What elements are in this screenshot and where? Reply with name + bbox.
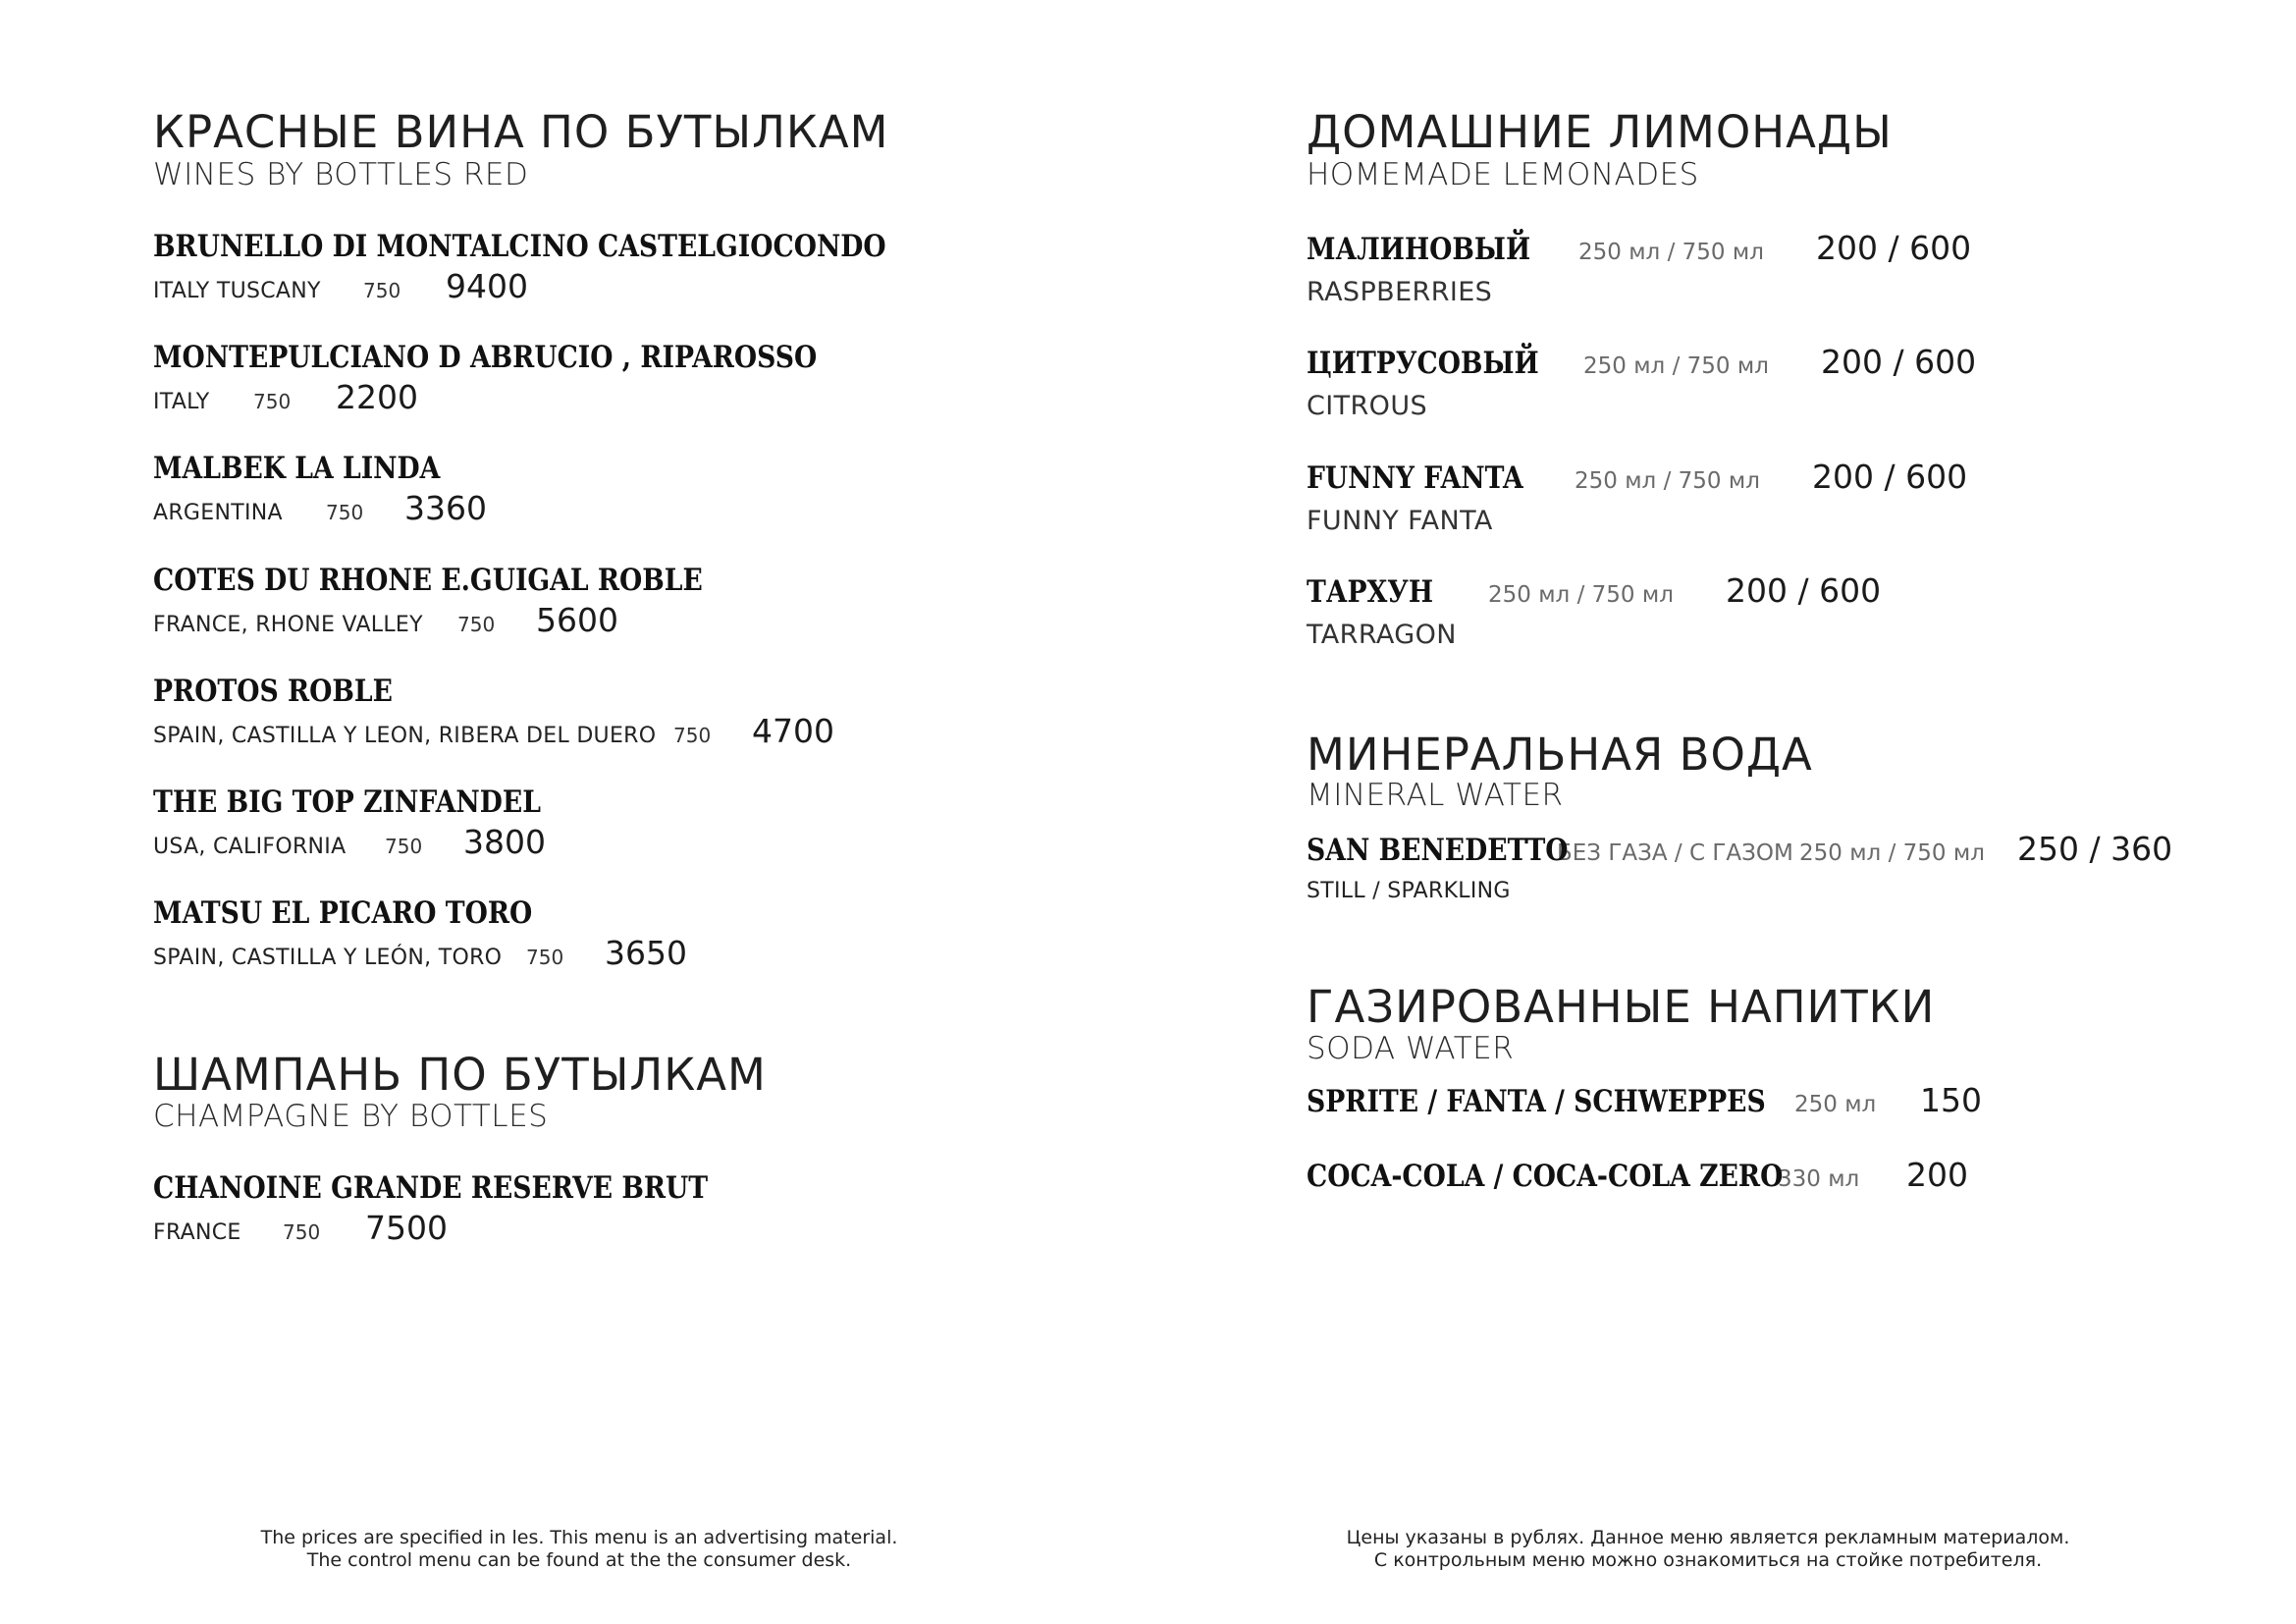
lemonade-name-en: TARRAGON: [1307, 620, 1457, 650]
lemonade-name: МАЛИНОВЫЙ: [1307, 232, 1531, 267]
wine-origin: ITALY: [153, 390, 210, 414]
lemonade-row: [1307, 343, 1976, 381]
soda-name: SPRITE / FANTA / SCHWEPPES: [1307, 1084, 1766, 1119]
footer-disclaimer-ru: [1335, 1527, 2081, 1572]
wine-volume: 750: [526, 946, 564, 969]
wine-price: 4700: [752, 712, 834, 750]
red-wines-title-en: WINES BY BOTTLES RED: [153, 157, 529, 192]
wine-details-row: [153, 601, 618, 639]
lemonade-name-en: FUNNY FANTA: [1307, 506, 1493, 536]
lemonades-title-en: HOMEMADE LEMONADES: [1307, 157, 1699, 192]
wine-volume: 750: [673, 724, 712, 747]
champagne-title-en: CHAMPAGNE BY BOTTLES: [153, 1099, 549, 1134]
soda-row: [1307, 1081, 1982, 1119]
lemonade-volume: 250 мл / 750 мл: [1578, 240, 1764, 265]
lemonade-name-en: CITROUS: [1307, 391, 1428, 421]
red-wines-title-ru: КРАСНЫЕ ВИНА ПО БУТЫЛКАМ: [153, 106, 889, 158]
wine-price: 9400: [446, 267, 528, 305]
mineral-water-volume: 250 мл / 750 мл: [1799, 840, 1985, 866]
wine-name: COTES DU RHONE E.GUIGAL ROBLE: [153, 563, 703, 598]
soda-name: COCA-COLA / COCA-COLA ZERO: [1307, 1159, 1784, 1194]
lemonade-volume: 250 мл / 750 мл: [1583, 353, 1769, 379]
footer-disclaimer-en: [226, 1527, 933, 1572]
lemonade-volume: 250 мл / 750 мл: [1575, 468, 1760, 494]
lemonade-name: ТАРХУН: [1307, 574, 1434, 610]
lemonade-volume: 250 мл / 750 мл: [1488, 582, 1674, 608]
mineral-water-desc: БЕЗ ГАЗА / С ГАЗОМ: [1557, 840, 1793, 866]
soda-volume: 330 мл: [1778, 1166, 1860, 1192]
wine-price: 2200: [336, 378, 418, 416]
champagne-price: 7500: [365, 1209, 448, 1247]
wine-volume: 750: [326, 501, 364, 524]
wine-details-row: [153, 267, 528, 305]
footer-ru-line1: Цены указаны в рублях. Данное меню является рекламным материалом.: [1346, 1527, 2070, 1548]
champagne-details-row: [153, 1209, 448, 1247]
footer-ru-line2: С контрольным меню можно ознакомиться на стойке потребителя.: [1373, 1549, 2043, 1571]
soda-volume: 250 мл: [1794, 1092, 1877, 1117]
footer-en-line2: The control menu can be found at the the consumer desk.: [306, 1549, 852, 1571]
wine-name: MATSU EL PICARO TORO: [153, 895, 533, 931]
wine-name: MONTEPULCIANO D ABRUCIO , RIPAROSSO: [153, 340, 818, 375]
lemonade-name-en: RASPBERRIES: [1307, 277, 1493, 307]
wine-volume: 750: [363, 279, 401, 302]
mineral-water-name: SAN BENEDETTO: [1307, 833, 1569, 868]
lemonade-price: 200 / 600: [1812, 458, 1968, 496]
wine-price: 3800: [463, 823, 546, 861]
wine-name: PROTOS ROBLE: [153, 674, 394, 709]
wine-details-row: [153, 934, 687, 972]
lemonade-row: [1307, 571, 1881, 610]
wine-name: MALBEK LA LINDA: [153, 451, 441, 486]
wine-details-row: [153, 712, 834, 750]
champagne-name: CHANOINE GRANDE RESERVE BRUT: [153, 1170, 709, 1206]
wine-volume: 750: [253, 390, 292, 413]
wine-price: 3650: [605, 934, 687, 972]
wine-name: THE BIG TOP ZINFANDEL: [153, 785, 541, 820]
wine-volume: 750: [457, 613, 496, 636]
soda-price: 150: [1920, 1081, 1982, 1119]
soda-price: 200: [1906, 1156, 1968, 1194]
lemonade-name: FUNNY FANTA: [1307, 460, 1523, 496]
mineral-water-title-en: MINERAL WATER: [1307, 778, 1564, 813]
mineral-water-name-en: STILL / SPARKLING: [1307, 879, 1511, 903]
lemonade-row: [1307, 458, 1967, 496]
footer-en-line1: The prices are specified in les. This menu is an advertising material.: [260, 1527, 898, 1548]
lemonade-price: 200 / 600: [1726, 571, 1882, 610]
mineral-water-price: 250 / 360: [2017, 830, 2173, 868]
wine-origin: ITALY TUSCANY: [153, 279, 321, 303]
wine-price: 5600: [536, 601, 618, 639]
wine-origin: ARGENTINA: [153, 501, 283, 525]
soda-title-ru: ГАЗИРОВАННЫЕ НАПИТКИ: [1307, 981, 1936, 1033]
wine-volume: 750: [385, 835, 423, 858]
wine-details-row: [153, 823, 546, 861]
wine-name: BRUNELLO DI MONTALCINO CASTELGIOCONDO: [153, 229, 886, 264]
lemonade-name: ЦИТРУСОВЫЙ: [1307, 346, 1539, 381]
mineral-water-row: [1307, 830, 2172, 868]
champagne-origin: FRANCE: [153, 1220, 241, 1245]
lemonade-price: 200 / 600: [1821, 343, 1977, 381]
wine-price: 3360: [404, 489, 487, 527]
champagne-volume: 750: [283, 1220, 321, 1244]
wine-origin: FRANCE, RHONE VALLEY: [153, 613, 423, 637]
wine-details-row: [153, 489, 487, 527]
lemonade-row: [1307, 229, 1971, 267]
wine-origin: SPAIN, CASTILLA Y LEON, RIBERA DEL DUERO: [153, 724, 657, 748]
wine-details-row: [153, 378, 418, 416]
soda-row: [1307, 1156, 1968, 1194]
champagne-title-ru: ШАМПАНЬ ПО БУТЫЛКАМ: [153, 1049, 767, 1101]
wine-origin: USA, CALIFORNIA: [153, 835, 347, 859]
lemonades-title-ru: ДОМАШНИЕ ЛИМОНАДЫ: [1307, 106, 1893, 158]
soda-title-en: SODA WATER: [1307, 1031, 1515, 1066]
lemonade-price: 200 / 600: [1816, 229, 1972, 267]
mineral-water-title-ru: МИНЕРАЛЬНАЯ ВОДА: [1307, 729, 1813, 781]
wine-origin: SPAIN, CASTILLA Y LEÓN, TORO: [153, 946, 503, 970]
